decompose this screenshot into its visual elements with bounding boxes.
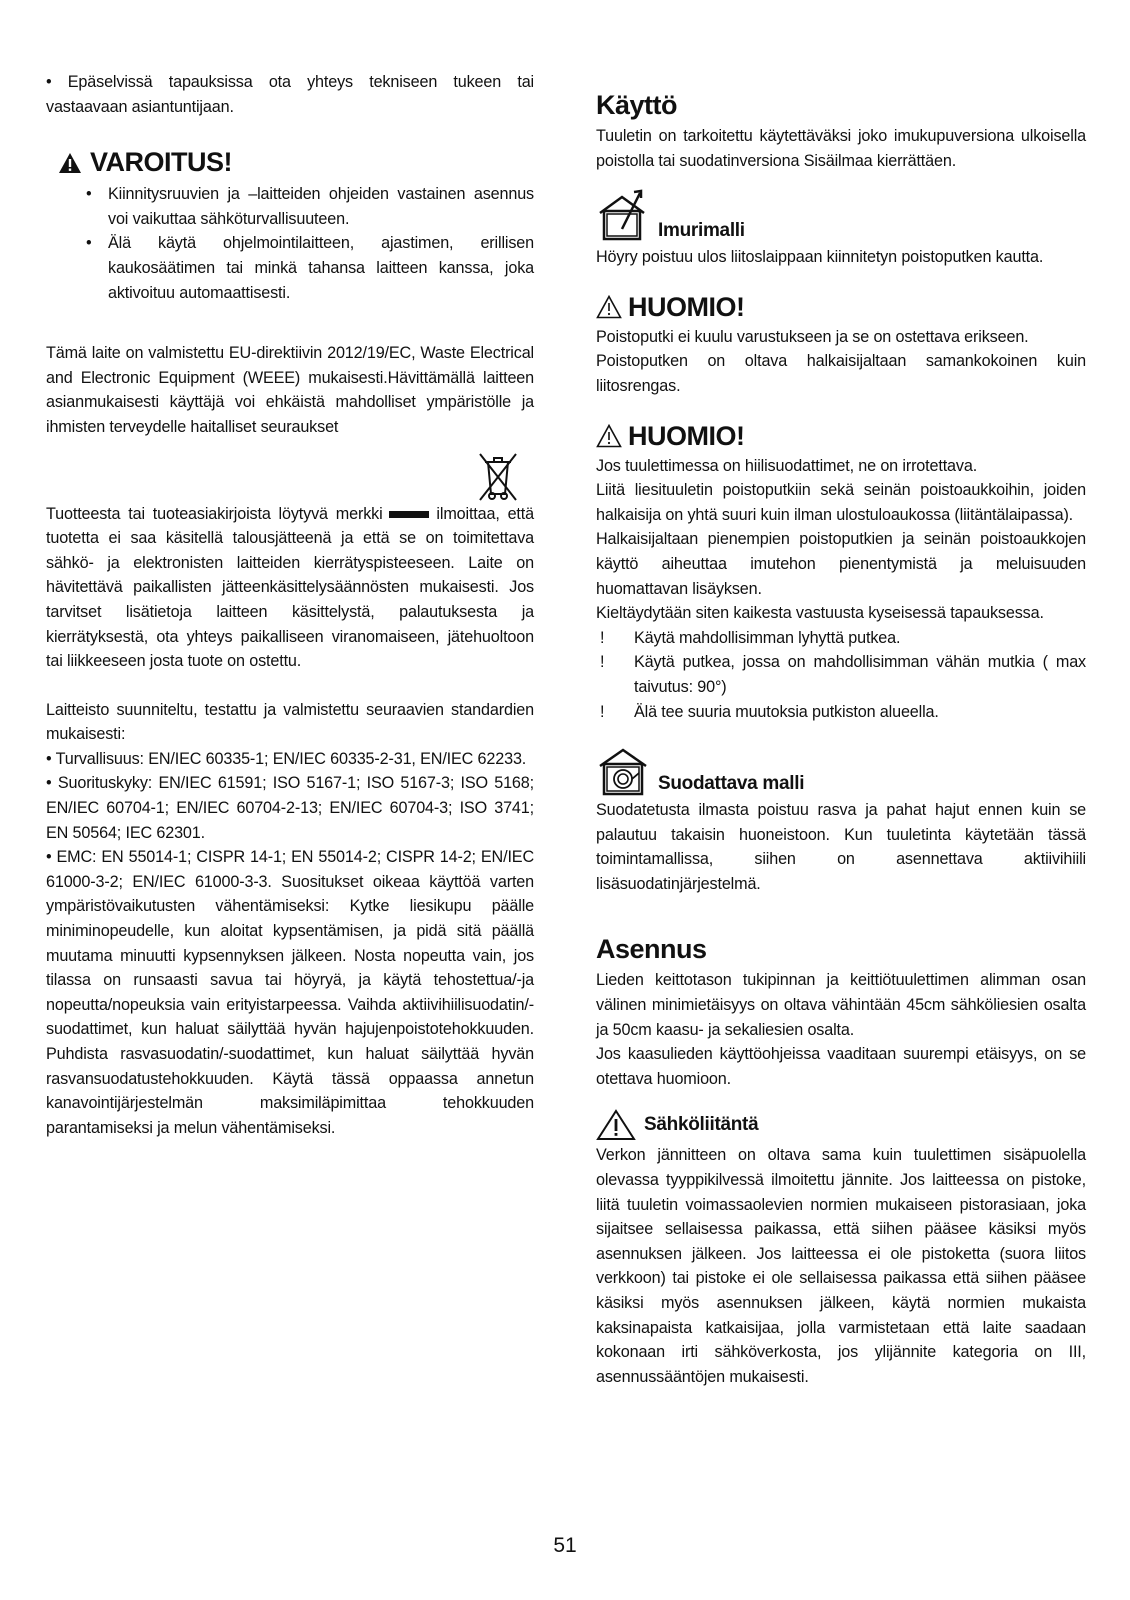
weee-symbol-paragraph: Tuotteesta tai tuoteasiakirjoista löytyvä merkki ilmoittaa, että tuotetta ei saa käsitellä talousjätteenä ja että se on toimitettava sähkö- ja elektronisten laitteiden kierrätyspisteeseen. Laite on hävitettävä paikallisten jätteenkäsittelysäännösten mukaisesti. Jos tarvitset lisätietoja laitteen käsittelystä, palautuksesta ja kierrätyksestä, ota yhteys paikalliseen viranomaiseen, jätehuoltoon tai liikkeeseen josta tuote on ostettu.: [46, 504, 534, 671]
asennus-paragraph-1: Lieden keittotason tukipinnan ja keittiötuulettimen alimman osan välinen minimietäisyys on oltava vähintään 45cm sähköliesien osalta ja 50cm kaasu- ja sekaliesien osalta.: [596, 971, 1086, 1039]
huomio-heading-2: [596, 421, 1086, 452]
huomio-1-line: Poistoputki ei kuulu varustukseen ja se on ostettava erikseen.: [596, 327, 1029, 346]
house-filter-icon: [596, 746, 650, 796]
suodattava-title: Suodattava malli: [658, 773, 805, 795]
list-item: ! Älä tee suuria muutoksia putkiston alueella.: [600, 702, 939, 721]
standard-emc: • EMC: EN 55014-1; CISPR 14-1; EN 55014-2; CISPR 14-2; EN/IEC 61000-3-2; EN/IEC 61000-3-3. Suositukset oikeaa käyttöä varten ympäristövaikutusten vähentämiseksi: Kytke liesikupu päälle miniminopeudelle, kun aloitat kypsentämisen, ja pidä sitä päällä muutama minuutti kypsennyksen jälkeen. Nosta nopeutta vain, jos tilassa on runsaasti savua tai höyryä, ja käytä tehostettua/-ja nopeutta/nopeuksia vain erityistarpeessa. Vaihda aktiivihiilisuodatin/-suodattimet, kun haluat säilyttää hyvän hajujenpoistotehokkuuden. Puhdista rasvasuodatin/-suodattimet, kun haluat säilyttää hyvän rasvansuodatustehokkuuden. Käytä tässä oppaassa annetun kanavointijärjestelmän maksimiläpimittaa tehokkuuden parantamiseksi ja melun vähentämiseksi.: [46, 848, 534, 1137]
huomio-2-line: Jos tuulettimessa on hiilisuodattimet, ne on irrotettava.: [596, 456, 978, 475]
kaytto-paragraph: Tuuletin on tarkoitettu käytettäväksi joko imukupuversiona ulkoisella poistolla tai suodatinversiona Sisäilmaa kierrättäen.: [596, 127, 1086, 170]
warning-triangle-icon: [58, 152, 82, 174]
sahko-paragraph: Verkon jännitteen on oltava sama kuin tuulettimen sisäpuolella olevassa tyyppikilvessä ilmoitettu jännite. Jos laitteessa on pistoke, liitä tuuletin voimassaolevien normien mukaiseen pistorasiaan, joka sijaitsee sellaisessa paikassa, että siihen pääsee käsiksi myös asennuksen jälkeen. Jos laitteessa ei ole pistoketta (suora liitos verkkoon) tai pistoke ei ole sellaisessa paikassa että siihen pääsee käsiksi myös asennuksen jälkeen, käytä normien mukaista kaksinapaista katkaisijaa, jolla varmistetaan että laite saadaan kokonaan irti sähköverkosta, jos ylijännite kategoria on III, asennussääntöjen mukaisesti.: [596, 1146, 1086, 1386]
sahko-heading: [596, 1109, 1086, 1141]
list-item: ! Käytä mahdollisimman lyhyttä putkea.: [600, 628, 901, 647]
list-item: • Kiinnitysruuvien ja –laitteiden ohjeiden vastainen asennus voi vaikuttaa sähköturvallisuuteen.: [86, 185, 534, 228]
asennus-paragraph-2: Jos kaasulieden käyttöohjeissa vaaditaan suurempi etäisyys, on se otettava huomioon.: [596, 1045, 1086, 1088]
imurimalli-paragraph: Höyry poistuu ulos liitoslaippaan kiinnitetyn poistoputken kautta.: [596, 248, 1044, 267]
right-column: [596, 88, 1086, 1389]
standard-safety: • Turvallisuus: EN/IEC 60335-1; EN/IEC 60335-2-31, EN/IEC 62233.: [46, 749, 527, 768]
left-column: [46, 70, 534, 1140]
warning-title: VAROITUS!: [90, 147, 232, 178]
duct-tips-list: [596, 626, 1086, 724]
intro-bullet: • Epäselvissä tapauksissa ota yhteys tekniseen tukeen tai vastaavaan asiantuntijaan.: [46, 73, 534, 116]
huomio-2-line: Kieltäydytään siten kaikesta vastuusta kyseisessä tapauksessa.: [596, 604, 1044, 623]
list-item: • Älä käytä ohjelmointilaitteen, ajastimen, erillisen kaukosäätimen tai minkä tahansa laitteen kanssa, joka aktivoituu automaattisesti.: [86, 234, 534, 302]
electric-warning-icon: [596, 1109, 636, 1141]
imurimalli-title: Imurimalli: [658, 220, 745, 242]
standards-intro: Laitteisto suunniteltu, testattu ja valmistettu seuraavien standardien mukaisesti:: [46, 700, 534, 744]
huomio-heading-1: [596, 292, 1086, 323]
huomio-2-line: Liitä liesituuletin poistoputkiin sekä seinän poistoaukkoihin, joiden halkaisija on yhtä suuri kuin ilman ulostuloaukossa (liitäntälaipassa).: [596, 481, 1086, 524]
asennus-heading: Asennus: [596, 934, 707, 965]
list-item: ! Käytä putkea, jossa on mahdollisimman vähän mutkia ( max taivutus: 90°): [600, 653, 1086, 696]
house-exhaust-icon: [596, 187, 650, 243]
suodattava-paragraph: Suodatetusta ilmasta poistuu rasva ja pahat hajut ennen kuin se palautuu takaisin huoneistoon. Kun tuuletinta käytetään tässä toimintamallissa, siihen on asennettava aktiivihiili lisäsuodatinjärjestelmä.: [596, 801, 1086, 893]
warning-list: [86, 182, 534, 305]
huomio-2-line: Halkaisijaltaan pienempien poistoputkien ja seinän poistoaukkojen käyttö aiheuttaa imutehon pienentymistä ja meluisuuden huomattavan lisäyksen.: [596, 530, 1086, 598]
huomio-title-2: HUOMIO!: [628, 420, 745, 451]
sahko-title: Sähköliitäntä: [644, 1114, 759, 1136]
warning-heading: [58, 147, 534, 178]
kaytto-heading: Käyttö: [596, 90, 678, 120]
page-number: 51: [553, 1534, 577, 1557]
huomio-1-line: Poistoputken on oltava halkaisijaltaan samankokoinen kuin liitosrengas.: [596, 352, 1086, 395]
warning-outline-icon: [596, 295, 622, 319]
weee-paragraph: Tämä laite on valmistettu EU-direktiivin 2012/19/EC, Waste Electrical and Electronic Equipment (WEEE) mukaisesti.Hävittämällä laitteen asianmukaisesti käyttäjä voi ehkäistä mahdolliset ympäristölle ja ihmisten terveydelle haitalliset seuraukset: [46, 344, 534, 436]
suodattava-heading: [596, 746, 1086, 796]
huomio-title-1: HUOMIO!: [628, 291, 745, 322]
crossed-bin-icon: [476, 450, 520, 504]
warning-outline-icon: [596, 424, 622, 448]
imurimalli-heading: [596, 187, 1086, 243]
standard-performance: • Suorituskyky: EN/IEC 61591; ISO 5167-1; ISO 5167-3; ISO 5168; EN/IEC 60704-1; EN/IEC 60704-2-13; EN/IEC 60704-3; ISO 3741; EN 50564; IEC 62301.: [46, 774, 534, 842]
black-bar-symbol: [389, 511, 429, 518]
